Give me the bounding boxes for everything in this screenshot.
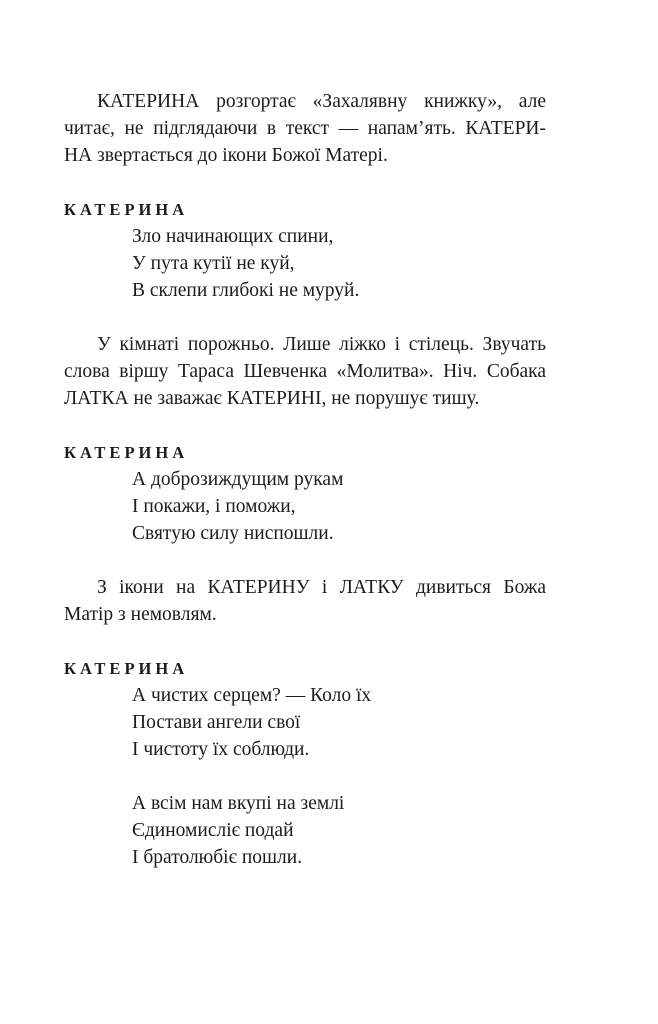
verse-line: І братолюбіє пошли. [132, 847, 303, 868]
text-line: ЛАТКА не заважає КАТЕРИНІ, не порушує тишу. [64, 388, 480, 409]
text-line: З ікони на КАТЕРИНУ і ЛАТКУ дивиться Божа [97, 577, 546, 598]
text-line: Матір з немовлям. [64, 604, 217, 625]
verse [132, 466, 546, 547]
book-page [64, 88, 546, 871]
text-line: НА звертається до ікони Божої Матері. [64, 145, 388, 166]
verse-line: У пута кутії не куй, [132, 253, 295, 274]
spacer [64, 412, 546, 439]
speaker-name: КАТЕРИНА [64, 659, 189, 678]
verse-line: Постави ангели свої [132, 712, 301, 733]
verse-line: І чистоту їх соблюди. [132, 739, 310, 760]
spacer [64, 628, 546, 655]
text-line: КАТЕРИНА розгортає «Захалявну книжку», але [97, 91, 546, 112]
verse-line: Єдиномисліє подай [132, 820, 294, 841]
speaker-name: КАТЕРИНА [64, 443, 189, 462]
verse-line: Святую силу ниспошли. [132, 523, 334, 544]
stanza-break [132, 763, 546, 790]
stage-direction [64, 574, 546, 628]
spacer [64, 304, 546, 331]
text-line: читає, не підглядаючи в текст — напам’ять. КАТЕРИ- [64, 118, 546, 139]
verse-line: Зло начинающих спини, [132, 226, 334, 247]
text-line: слова віршу Тараса Шевченка «Молитва». Ніч. Собака [64, 361, 546, 382]
speaker-name: КАТЕРИНА [64, 200, 189, 219]
verse-line: А всім нам вкупі на землі [132, 793, 345, 814]
verse-line: І покажи, і поможи, [132, 496, 296, 517]
stage-direction [64, 88, 546, 169]
verse-line: В склепи глибокі не муруй. [132, 280, 360, 301]
verse-line: А доброзиждущим рукам [132, 469, 344, 490]
verse [132, 223, 546, 304]
verse [132, 682, 546, 871]
spacer [64, 169, 546, 196]
stage-direction [64, 331, 546, 412]
text-line: У кімнаті порожньо. Лише ліжко і стілець. Звучать [97, 334, 546, 355]
spacer [64, 547, 546, 574]
verse-line: А чистих серцем? — Коло їх [132, 685, 372, 706]
